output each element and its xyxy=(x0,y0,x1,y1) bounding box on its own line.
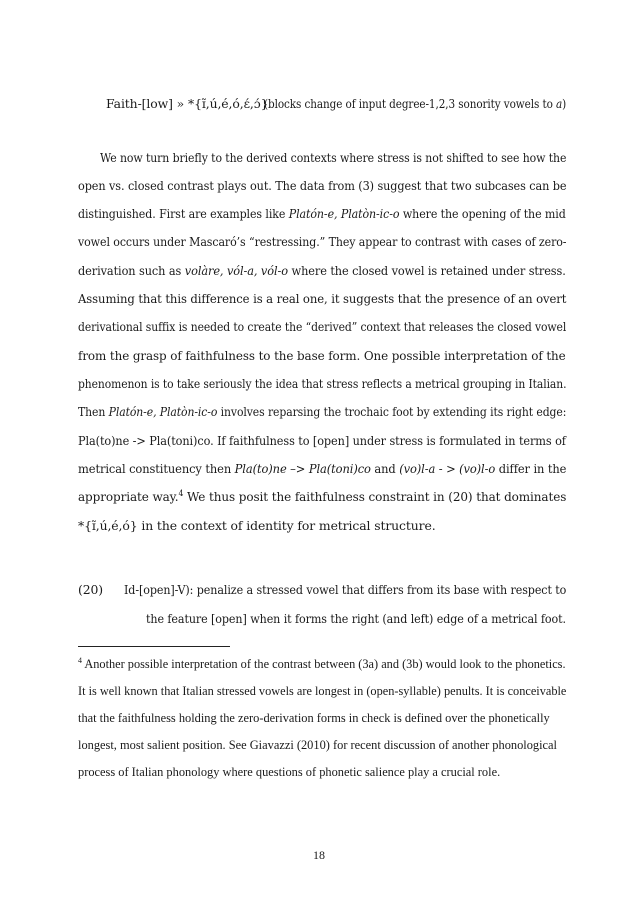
paragraph-line: Then Platón-e, Platòn-ic-o involves reparsing the trochaic foot by extending its right edge: xyxy=(78,404,567,419)
footnote-ref[interactable]: 4 xyxy=(178,489,184,498)
paragraph-line: vowel occurs under Mascaró’s “restressing.” They appear to contrast with cases of zero- xyxy=(78,234,567,249)
paragraph-line: distinguished. First are examples like Platón-e, Platòn-ic-o where the opening of the mid xyxy=(78,206,566,221)
paragraph-line: from the grasp of faithfulness to the base form. One possible interpretation of the xyxy=(78,348,566,363)
page-number: 18 xyxy=(313,848,325,862)
paragraph-line: appropriate way.$^4$ We thus posit the faithfulness constraint in (20) that dominates xyxy=(78,489,567,504)
footnote-line: process of Italian phonology where questions of phonetic salience play a crucial role. xyxy=(78,765,501,779)
paragraph-line: open vs. closed contrast plays out. The data from (3) suggest that two subcases can be xyxy=(78,178,567,193)
paragraph-line: Pla(to)ne -> Pla(toni)co. If faithfulness to [open] under stress is formulated in terms of xyxy=(78,433,566,448)
example-number: (20) xyxy=(78,582,104,597)
footnote-line: It is well known that Italian stressed vowels are longest in (open-syllable) penults. It is conceivable xyxy=(78,684,567,698)
paragraph-line: derivation such as volàre, vól-a, vól-o where the closed vowel is retained under stress. xyxy=(78,263,566,278)
paragraph-line: We now turn briefly to the derived contexts where stress is not shifted to see how the xyxy=(100,150,567,165)
constraint-gloss: (blocks change of input degree-1,2,3 sonority vowels to a) xyxy=(264,96,567,111)
footnote-marker: 4 xyxy=(78,656,82,665)
constraint-formula: Faith-[low] » *{ɪ̃,ú,é,ó,ɛ́,ɔ́} xyxy=(106,96,269,111)
footnote-line: that the faithfulness holding the zero-derivation forms in check is defined over the phonetically xyxy=(78,711,550,725)
footnote-line: longest, most salient position. See Giavazzi (2010) for recent discussion of another phonological xyxy=(78,738,557,752)
paragraph-line: phenomenon is to take seriously the idea that stress reflects a metrical grouping in Italian. xyxy=(78,376,567,391)
paragraph-line: derivational suffix is needed to create the “derived” context that releases the closed vowel xyxy=(78,319,567,334)
example-text: the feature [open] when it forms the right (and left) edge of a metrical foot. xyxy=(146,611,566,626)
paragraph-line: metrical constituency then Pla(to)ne –> Pla(toni)co and (vo)l-a - > (vo)l-o differ in the xyxy=(78,461,567,476)
paragraph-line: Assuming that this difference is a real one, it suggests that the presence of an overt xyxy=(78,291,567,306)
footnote-divider xyxy=(78,646,230,647)
example-text: Id-[open]-V): penalize a stressed vowel that differs from its base with respect to xyxy=(124,582,567,597)
footnote-line: $^4$ Another possible interpretation of the contrast between (3a) and (3b) would look to the phonetics. xyxy=(78,656,566,671)
paragraph-line: *{ɪ̃,ú,é,ó} in the context of identity for metrical structure. xyxy=(78,518,436,533)
